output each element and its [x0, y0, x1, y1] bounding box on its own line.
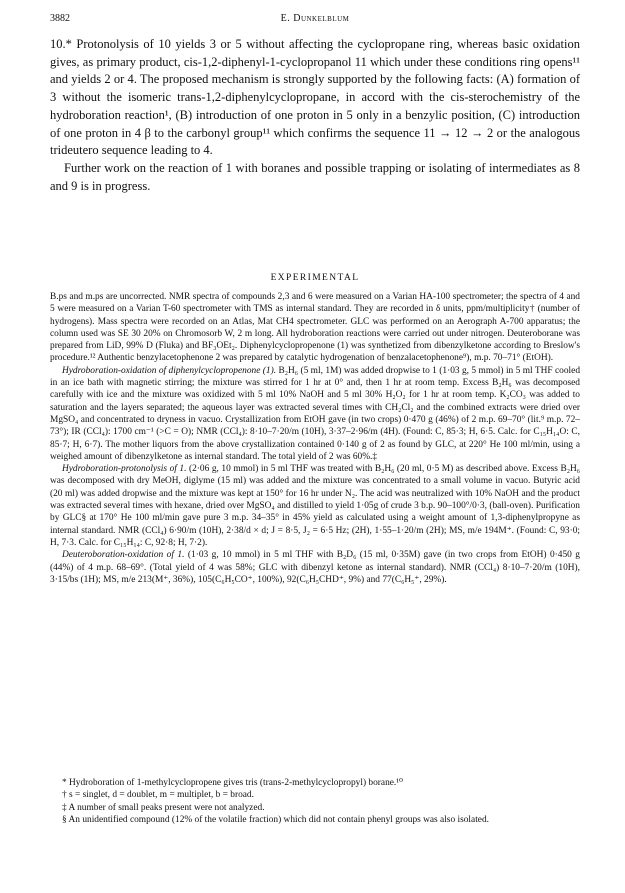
footnotes [50, 777, 580, 827]
intro-text [50, 36, 580, 195]
procedure-paragraph [50, 549, 580, 586]
footnote: † s = singlet, d = doublet, m = multiplet, b = broad. [62, 790, 254, 801]
procedure-title: Hydroboration-oxidation of diphenylcyclopropenone (1). [62, 365, 277, 376]
procedure-text: (2·06 g, 10 mmol) in 5 ml THF was treated with B₂H₆ (20 ml, 0·5 M) as described above. Excess B₂H₆ was decomposed with dry MeOH, diglyme (15 ml) was added and the mixture was concentrated to a small volume in vacuo. Butyric acid (20 ml) was added dropwise and the mixture was kept at 150° for 16 hr under N₂. The acid was neutralized with 10% NaOH and the product was extracted several times with hexane, dried over MgSO₄ and distilled to yield 1·05g of crude 3 b.p. 90–100°/0·3, (ball-oven). Purification by GLC§ at 170° He 100 ml/min gave pure 3 m.p. 34–35° in 45% yield as calculated using a weight amount of 1,3-diphenylpropyne as internal standard. NMR (CCl₄) 6·90/m (10H), 2·38/d × d; J = 8·5, J₂ = 6·5 Hz; (2H), 1·55–1·20/m (2H); MS, m/e 194M⁺. (Found: C, 93·0; H, 7·3. Calc. for C₁₅H₁₄: C, 92·8; H, 7·2). [50, 464, 581, 548]
section-heading: EXPERIMENTAL [270, 273, 360, 283]
running-head: E. Dunkelblum [280, 13, 350, 24]
intro-paragraph: 10.* Protonolysis of 10 yields 3 or 5 without affecting the cyclopropane ring, whereas basic oxidation gives, as primary product, cis-1,2-diphenyl-1-cyclopropanol 11 which under these conditions ring opens¹¹ and yields 2 or 4. The proposed mechanism is strongly supported by the following facts: (A) formation of 3 without the isomeric trans-1,2-diphenylcyclopropane, in accord with the cis-sterochemistry of the hydroboration reaction¹, (B) introduction of one proton in 5 only in a benzylic position, (C) introduction of one proton in 4 β to the carbonyl group¹¹ which confirms the sequence 11 → 12 → 2 or the analogous trideutero sequence leading to 4. [50, 37, 580, 158]
page-number: 3882 [50, 13, 70, 24]
footnote: § An unidentified compound (12% of the volatile fraction) which did not contain phenyl groups was also isolated. [62, 815, 489, 826]
procedure-paragraph [50, 365, 580, 463]
procedure-paragraph [50, 463, 580, 549]
procedure-text: B₂H₆ (5 ml, 1M) was added dropwise to 1 (1·03 g, 5 mmol) in 5 ml THF cooled in an ice bath with magnetic stirring; the mixture was stirred for 1 hr at 0° and, then 1 hr at room temp. Excess B₂H₆ was decomposed carefully with ice and the mixture was oxidized with 5 ml 10% NaOH and 5 ml 30% H₂O₂ for 1 hr at room temp. K₂CO₃ was added to saturation and the layers separated; the aqueous layer was extracted several times with CH₂Cl₂ and the combined extracts were dried over MgSO₄ and concentrated to dryness in vacuo. Crystallization from EtOH gave (in two crops) 0·470 g (46%) of 2 m.p. 69–70° (lit.⁹ m.p. 72–73°); IR (CCl₄): 1700 cm⁻¹ (>C = O); NMR (CCl₄): 8·10–7·20/m (10H), 3·37–2·96/m (4H). (Found: C, 85·3; H, 6·5. Calc. for C₁₅H₁₄O: C, 85·7; H, 6·7). The mother liquors from the above crystallization contained 0·140 g of 2 as found by GLC, at 220° He 100 ml/min, using a weighed amount of dibenzylketone as internal standard. The total yield of 2 was 60%.‡ [50, 365, 581, 462]
footnote: * Hydroboration of 1-methylcyclopropene gives tris (trans-2-methylcyclopropyl) borane.¹⁰ [62, 778, 403, 788]
procedure-text: (1·03 g, 10 mmol) in 5 ml THF with B₂D₆ (15 ml, 0·35M) gave (in two crops from EtOH) 0·450 g (44%) of 4 m.p. 68–69°. (Total yield of 4 was 58%; GLC with dibenzyl ketone as internal standard). NMR (CCl₄) 8·10–7·20/m (10H), 3·15/bs (1H); MS, m/e 213(M⁺, 36%), 105(C₆H₅CO⁺, 100%), 92(C₆H₅CHD⁺, 9%) and 77(C₆H₅⁺, 29%). [50, 550, 580, 585]
footnote: ‡ A number of small peaks present were not analyzed. [62, 802, 265, 813]
experimental-general: B.ps and m.ps are uncorrected. NMR spectra of compounds 2,3 and 6 were measured on a Varian HA-100 spectrometer; the spectra of 4 and 5 were measured on a Varian T-60 spectrometer with TMS as internal standard. They are recorded in δ units, ppm/multiplicity† (number of hydrogens). Mass spectra were recorded on an Atlas, Mat CH4 spectrometer. GLC was performed on an Aerograph A-700 apparatus; the column used was SE 30 20% on Chromosorb W, 2 m long. All hydroboration reactions were carried out under nitrogen. Deuteroborane was prepared from LiD, 99% D (Fluka) and BF₃OEt₂. Diphenylcyclopropenone (1) was synthetized from dibenzylketone according to Breslow's procedure.¹² Authentic benzylacetophenone 2 was prepared by catalytic hydrogenation of benzalacetophenone⁹), m.p. 70–71° (EtOH). [50, 292, 580, 364]
intro-paragraph: Further work on the reaction of 1 with boranes and possible trapping or isolating of intermediates as 8 and 9 is in progress. [50, 160, 580, 193]
experimental-section [50, 291, 580, 586]
procedure-title: Hydroboration-protonolysis of 1. [62, 464, 187, 475]
page-header [50, 13, 580, 27]
procedure-title: Deuteroboration-oxidation of 1. [62, 550, 185, 561]
